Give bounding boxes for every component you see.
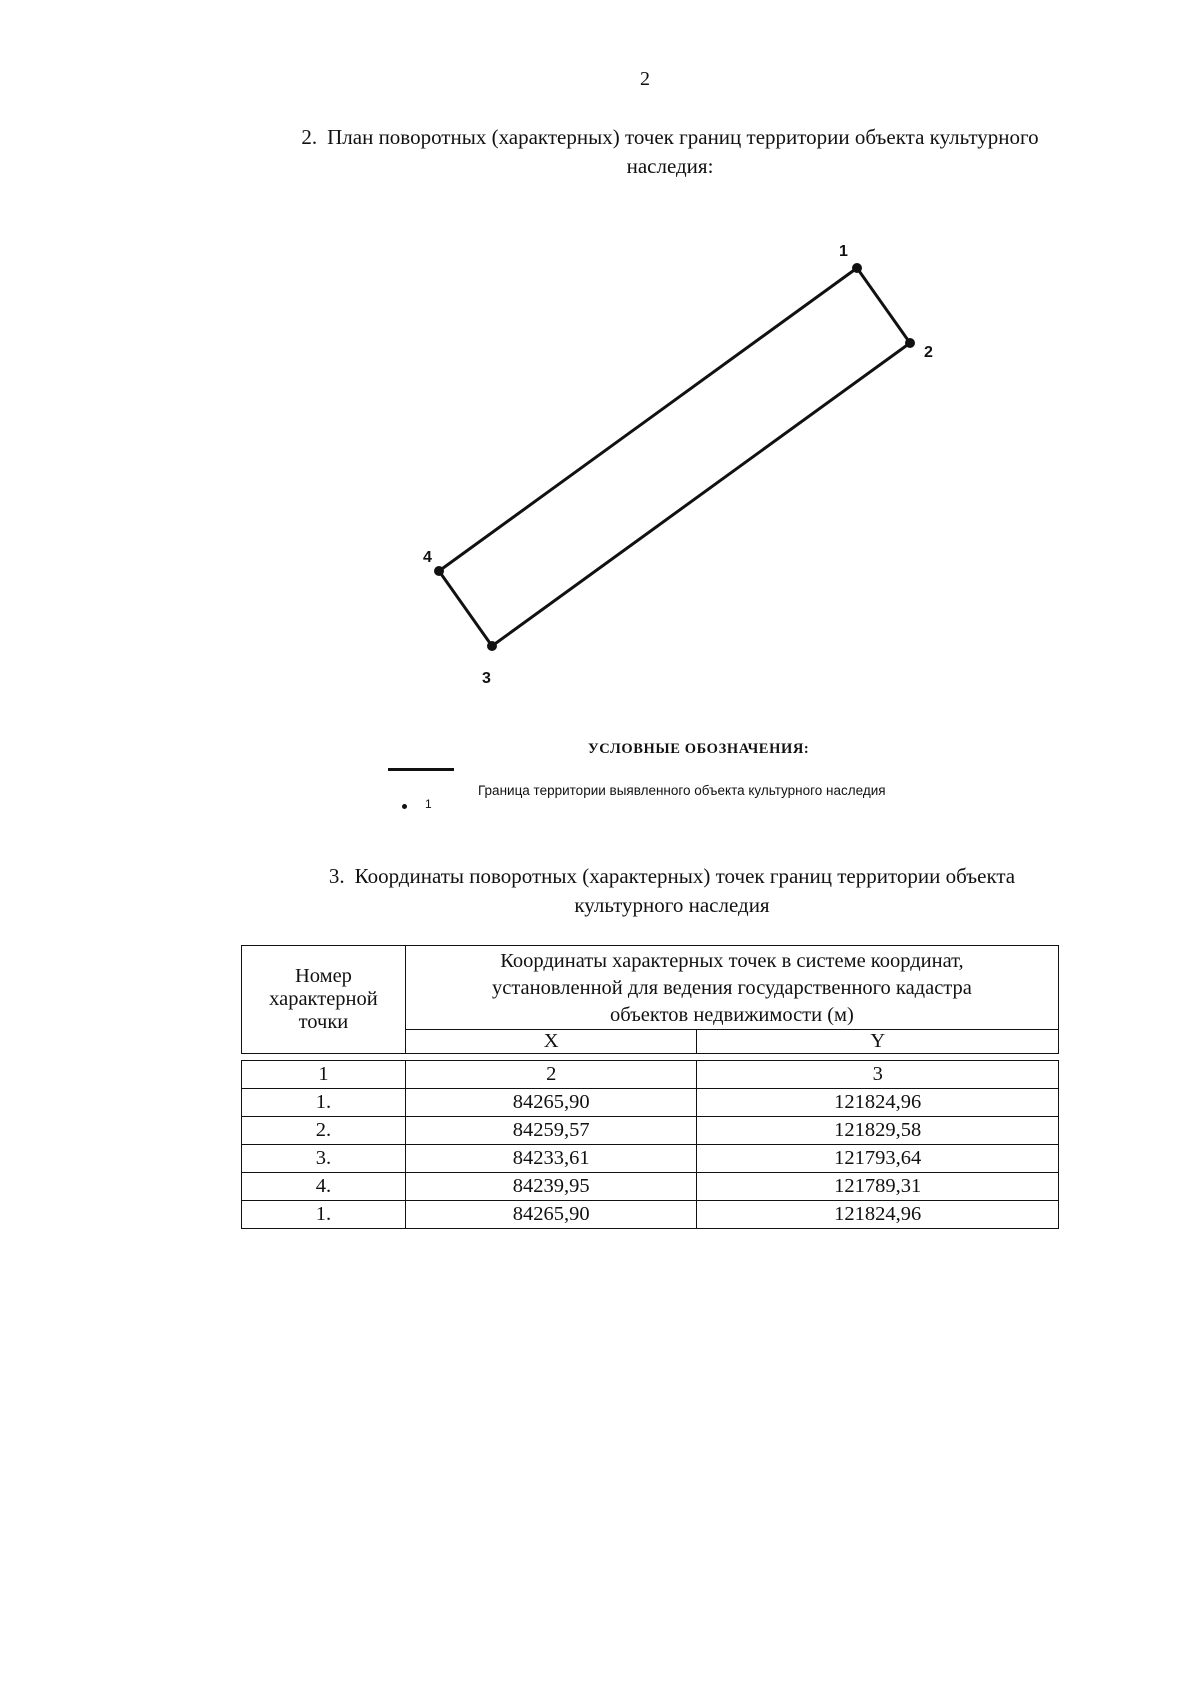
section-3-number: 3.	[328, 864, 345, 888]
table-row	[242, 1201, 1059, 1229]
section-3-title-line2: культурного наследия	[574, 893, 770, 917]
point-number-cell: 1.	[242, 1201, 406, 1229]
x-cell: 84265,90	[405, 1089, 697, 1117]
x-cell: 84239,95	[405, 1173, 697, 1201]
group-header-l3: объектов недвижимости (м)	[610, 1004, 854, 1026]
y-cell: 121829,58	[697, 1117, 1059, 1145]
table-row	[242, 1089, 1059, 1117]
section-2-title-line1: План поворотных (характерных) точек границ территории объекта культурного	[327, 125, 1039, 149]
page-number: 2	[640, 68, 650, 90]
turning-point-3	[487, 641, 497, 651]
coordinates-group-header	[405, 946, 1058, 1030]
table-row	[242, 1173, 1059, 1201]
y-cell: 121824,96	[697, 1089, 1059, 1117]
point-number-cell: 3.	[242, 1145, 406, 1173]
column-index-row	[242, 1061, 1059, 1089]
y-cell: 121824,96	[697, 1201, 1059, 1229]
table-row	[242, 1117, 1059, 1145]
point-number-header-l1: Номер	[294, 965, 352, 987]
turning-point-1	[852, 263, 862, 273]
point-number-header-l2: характерной	[269, 988, 378, 1010]
y-cell: 121793,64	[697, 1145, 1059, 1173]
point-number-cell: 1.	[242, 1089, 406, 1117]
point-label-2: 2	[924, 344, 933, 361]
group-header-l1: Координаты характерных точек в системе координат,	[500, 950, 964, 972]
point-label-3: 3	[482, 670, 491, 687]
turning-point-4	[434, 566, 444, 576]
index-cell: 2	[405, 1061, 697, 1089]
legend-boundary-text: Граница территории выявленного объекта культурного наследия	[478, 783, 886, 798]
legend-boundary-line-sample	[388, 768, 454, 771]
point-label-4: 4	[423, 549, 432, 566]
x-cell: 84265,90	[405, 1201, 697, 1229]
section-2-number: 2.	[301, 125, 318, 149]
turning-point-2	[905, 338, 915, 348]
legend-point-sample	[402, 804, 407, 809]
x-header: X	[405, 1030, 697, 1054]
boundary-polygon	[439, 268, 910, 646]
index-cell: 3	[697, 1061, 1059, 1089]
legend-title: УСЛОВНЫЕ ОБОЗНАЧЕНИЯ:	[588, 741, 810, 757]
point-label-1: 1	[839, 243, 848, 260]
point-number-header-l3: точки	[298, 1011, 349, 1033]
coordinates-table	[241, 945, 1059, 1229]
table-header-row	[242, 946, 1059, 1030]
table-row	[242, 1145, 1059, 1173]
section-2-title-line2: наследия:	[626, 154, 714, 178]
y-header: Y	[697, 1030, 1059, 1054]
x-cell: 84233,61	[405, 1145, 697, 1173]
section-3-title-line1: Координаты поворотных (характерных) точек границ территории объекта	[354, 864, 1016, 888]
section-3-heading	[256, 862, 1088, 920]
point-number-cell: 2.	[242, 1117, 406, 1145]
point-number-header	[242, 946, 406, 1054]
x-cell: 84259,57	[405, 1117, 697, 1145]
legend-point-sample-label: 1	[425, 797, 432, 811]
point-number-cell: 4.	[242, 1173, 406, 1201]
y-cell: 121789,31	[697, 1173, 1059, 1201]
group-header-l2: установленной для ведения государственного кадастра	[492, 977, 972, 999]
index-cell: 1	[242, 1061, 406, 1089]
